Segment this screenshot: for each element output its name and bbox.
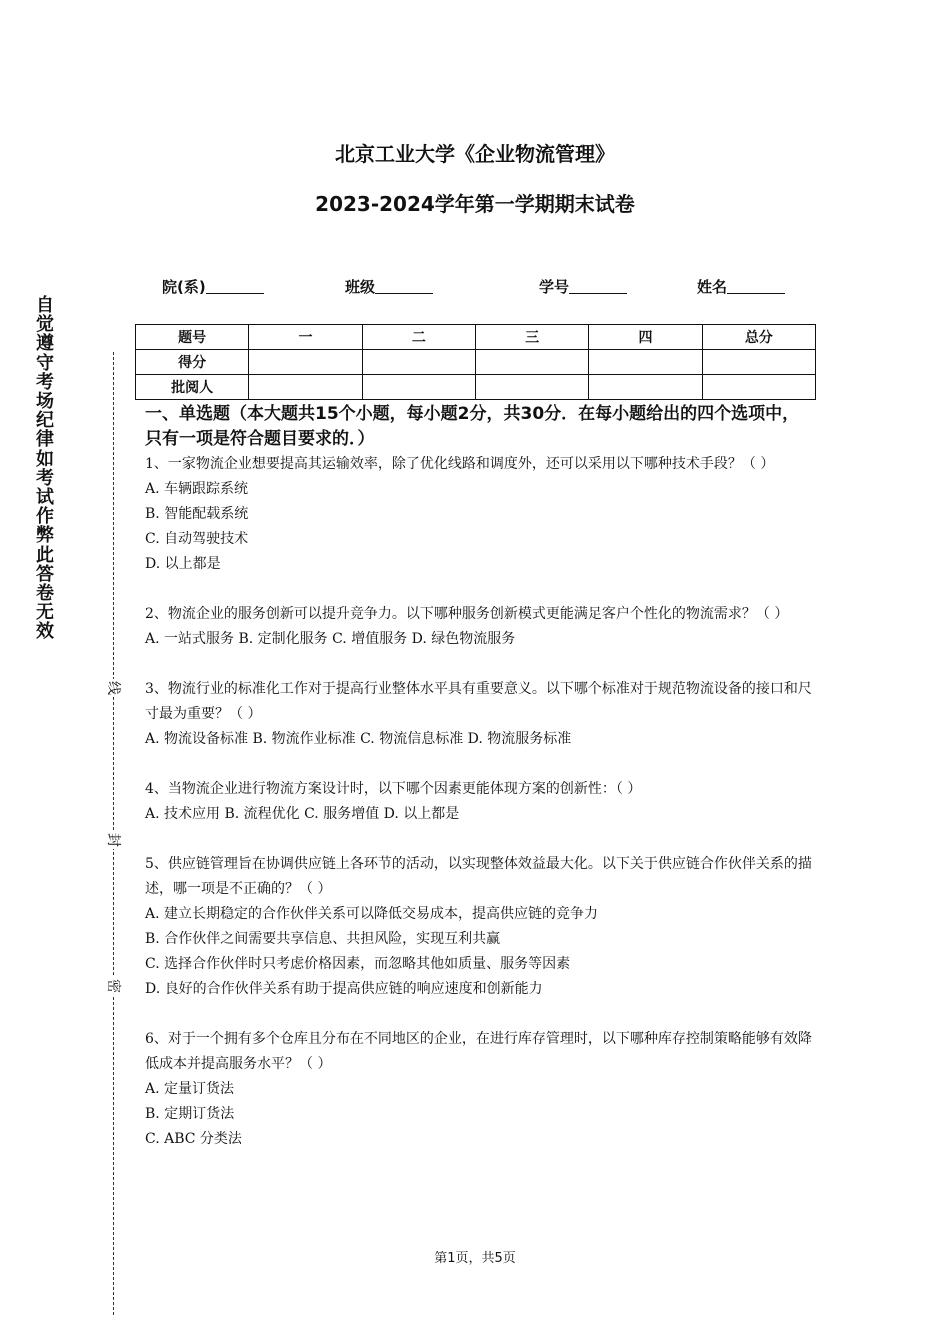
field-name-label: 姓名 [697,278,728,296]
question-text: 2、物流企业的服务创新可以提升竞争力。以下哪种服务创新模式更能满足客户个性化的物流需求？（ ） [145,606,789,622]
score-table-row-score [136,350,816,375]
section1-heading: 一、单选题（本大题共15个小题，每小题2分，共30分．在每小题给出的四个选项中，只有一项是符合题目要求的．） [145,404,800,449]
option-item: A. 建立长期稳定的合作伙伴关系可以降低交易成本，提高供应链的竞争力 [145,906,599,922]
grader-cell[interactable] [362,375,475,400]
score-header-cell: 题号 [136,325,249,350]
score-cell[interactable] [589,350,702,375]
option-item: C. 选择合作伙伴时只考虑价格因素，而忽略其他如质量、服务等因素 [145,956,571,972]
score-row-label: 批阅人 [136,375,249,400]
question-6 [145,1027,813,1152]
field-class-blank[interactable] [375,280,433,294]
score-cell[interactable] [362,350,475,375]
score-header-cell: 一 [249,325,362,350]
question-2 [145,602,813,652]
seal-mark-line: 线 [104,679,124,697]
question-3 [145,677,813,752]
score-cell[interactable] [702,350,815,375]
option-item: B. 定期订货法 [145,1106,235,1122]
question-1 [145,452,813,577]
option-item: B. 合作伙伴之间需要共享信息、共担风险，实现互利共赢 [145,931,501,947]
option-item: B. 智能配载系统 [145,506,249,522]
field-student-id [539,276,627,297]
option-item: D. 良好的合作伙伴关系有助于提高供应链的响应速度和创新能力 [145,981,543,997]
field-name [697,276,785,297]
seal-mark-seal: 封 [104,831,124,849]
question-text: 6、对于一个拥有多个仓库且分布在不同地区的企业，在进行库存管理时，以下哪种库存控制策略能够有效降低成本并提高服务水平？（ ） [145,1031,812,1072]
option-item: C. ABC 分类法 [145,1131,242,1147]
score-table-header-row [136,325,816,350]
option-item: A. 车辆跟踪系统 [145,481,249,497]
grader-cell[interactable] [589,375,702,400]
question-5 [145,852,813,1002]
question-text: 1、一家物流企业想要提高其运输效率，除了优化线路和调度外，还可以采用以下哪种技术手段？（ ） [145,456,775,472]
score-header-cell: 总分 [702,325,815,350]
field-class-label: 班级 [345,278,376,296]
exam-subtitle: 2023-2024学年第一学期期末试卷 [315,192,635,216]
field-student-id-label: 学号 [539,278,570,296]
question-text: 3、物流行业的标准化工作对于提高行业整体水平具有重要意义。以下哪个标准对于规范物流设备的接口和尺寸最为重要？（ ） [145,681,812,722]
option-item: A. 技术应用 B. 流程优化 C. 服务增值 D. 以上都是 [145,806,460,822]
side-warning: 自觉遵守考场纪律如考试作弊此答卷无效 [36,295,54,643]
score-header-cell: 三 [475,325,588,350]
exam-content [145,402,813,1152]
option-item: A. 物流设备标准 B. 物流作业标准 C. 物流信息标准 D. 物流服务标准 [145,731,572,747]
score-header-cell: 二 [362,325,475,350]
question-text: 5、供应链管理旨在协调供应链上各环节的活动，以实现整体效益最大化。以下关于供应链合作伙伴关系的描述，哪一项是不正确的？（ ） [145,856,812,897]
field-department-label: 院(系) [162,278,206,296]
grader-cell[interactable] [249,375,362,400]
question-4 [145,777,813,827]
score-table-row-grader [136,375,816,400]
exam-title: 北京工业大学《企业物流管理》 [335,142,615,166]
score-header-cell: 四 [589,325,702,350]
seal-mark-secret: 密 [104,977,124,995]
score-cell[interactable] [249,350,362,375]
score-row-label: 得分 [136,350,249,375]
page-footer: 第1页，共5页 [434,1251,516,1266]
option-item: A. 一站式服务 B. 定制化服务 C. 增值服务 D. 绿色物流服务 [145,631,516,647]
option-item: A. 定量订货法 [145,1081,235,1097]
score-cell[interactable] [475,350,588,375]
field-student-id-blank[interactable] [569,280,627,294]
option-item: D. 以上都是 [145,556,221,572]
question-text: 4、当物流企业进行物流方案设计时，以下哪个因素更能体现方案的创新性：（ ） [145,781,642,797]
grader-cell[interactable] [475,375,588,400]
field-name-blank[interactable] [727,280,785,294]
field-department [162,276,264,297]
option-item: C. 自动驾驶技术 [145,531,249,547]
grader-cell[interactable] [702,375,815,400]
field-department-blank[interactable] [206,280,264,294]
field-class [345,276,433,297]
score-table [135,324,816,400]
